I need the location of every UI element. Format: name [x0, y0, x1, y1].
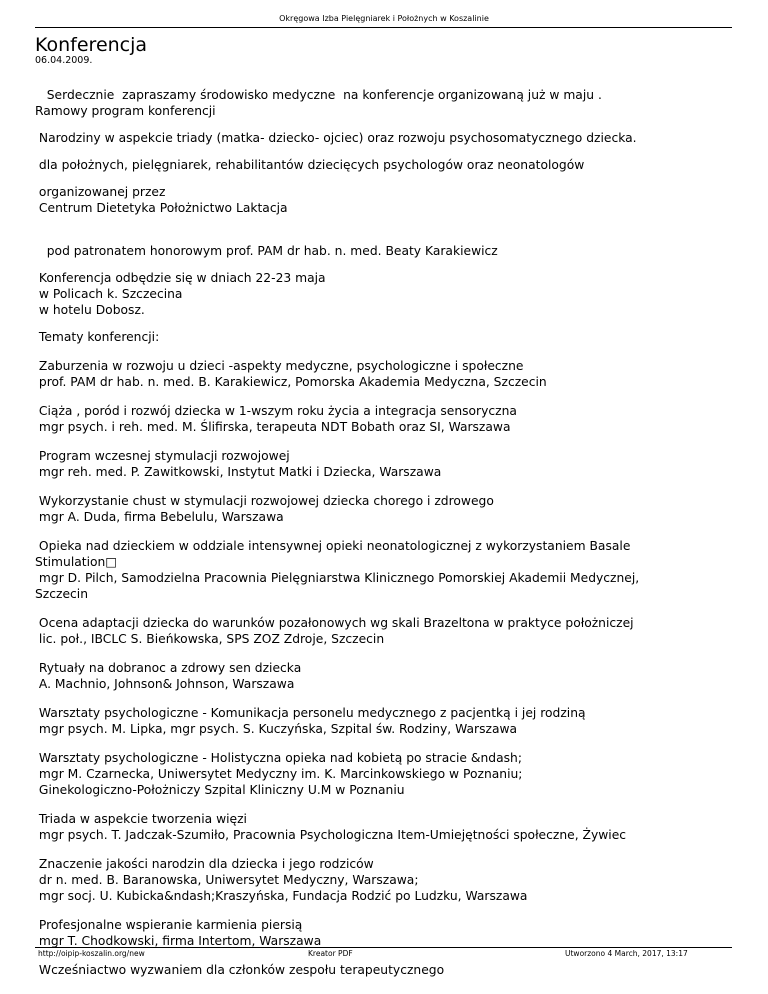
topic-item: Program wczesnej stymulacji rozwojowej mgr reh. med. P. Zawitkowski, Instytut Matki i Dziecka, Warszawa: [38, 449, 442, 479]
organizer-paragraph: organizowanej przez Centrum Dietetyka Położnictwo Laktacja: [38, 185, 288, 215]
topics-heading: Tematy konferencji:: [35, 330, 160, 344]
topic-item: Wykorzystanie chust w stymulacji rozwojowej dziecka chorego i zdrowego mgr A. Duda, firma Bebelulu, Warszawa: [38, 494, 494, 524]
topic-item: Warsztaty psychologiczne - Holistyczna opieka nad kobietą po stracie &ndash; mgr M. Czarnecka, Uniwersytet Medyczny im. K. Marcinkowskiego w Poznaniu; Ginekologiczno-Położniczy Szpital Kliniczny U.M w Poznaniu: [38, 751, 523, 797]
topic-item: Opieka nad dzieckiem w oddziale intensywnej opieki neonatologicznej z wykorzystaniem Basale Stimulation□ mgr D. Pilch, Samodzielna Pracownia Pielęgniarstwa Klinicznego Pomorskiej Akademii Medycznej, Szczecin: [35, 539, 640, 601]
intro-paragraph: Serdecznie zapraszamy środowisko medyczne na konferencje organizowaną już w maju . Ramowy program konferencji: [35, 88, 602, 118]
patronage-paragraph: pod patronatem honorowym prof. PAM dr hab. n. med. Beaty Karakiewicz: [35, 244, 498, 258]
venue-paragraph: Konferencja odbędzie się w dniach 22-23 maja w Policach k. Szczecina w hotelu Dobosz.: [38, 271, 326, 317]
page-header: Okręgowa Izba Pielęgniarek i Położnych w Koszalinie: [279, 14, 489, 23]
footer-generator: Kreator PDF: [308, 949, 353, 958]
conference-theme: Narodziny w aspekcie triady (matka- dziecko- ojciec) oraz rozwoju psychosomatycznego dziecka.: [35, 131, 637, 145]
topic-item: Znaczenie jakości narodzin dla dziecka i jego rodziców dr n. med. B. Baranowska, Uniwersytet Medyczny, Warszawa; mgr socj. U. Kubicka&ndash;Kraszyńska, Fundacja Rodzić po Ludzku, Warszawa: [38, 857, 528, 903]
topic-item: Warsztaty psychologiczne - Komunikacja personelu medycznego z pacjentką i jej rodziną mgr psych. M. Lipka, mgr psych. S. Kuczyńska, Szpital św. Rodziny, Warszawa: [38, 706, 586, 736]
footer-created: Utworzono 4 March, 2017, 13:17: [565, 949, 688, 958]
topic-item: Ocena adaptacji dziecka do warunków pozałonowych wg skali Brazeltona w praktyce położniczej lic. poł., IBCLC S. Bieńkowska, SPS ZOZ Zdroje, Szczecin: [38, 616, 634, 646]
topic-item: Ciąża , poród i rozwój dziecka w 1-wszym roku życia a integracja sensoryczna mgr psych. i reh. med. M. Ślifirska, terapeuta NDT Bobath oraz SI, Warszawa: [38, 404, 517, 434]
topic-item: Triada w aspekcie tworzenia więzi mgr psych. T. Jadczak-Szumiło, Pracownia Psychologiczna Item-Umiejętności społeczne, Żywiec: [38, 812, 627, 842]
topic-item: Wcześniactwo wyzwaniem dla członków zespołu terapeutycznego: [35, 963, 445, 977]
audience-paragraph: dla położnych, pielęgniarek, rehabilitantów dziecięcych psychologów oraz neonatologów: [35, 158, 585, 172]
footer-divider: [35, 947, 732, 948]
article-body: [35, 87, 735, 978]
footer-url: http://oipip-koszalin.org/new: [38, 949, 145, 958]
topic-item: Rytuały na dobranoc a zdrowy sen dziecka A. Machnio, Johnson& Johnson, Warszawa: [38, 661, 302, 691]
header-divider: [35, 27, 732, 28]
article-title: Konferencja: [35, 34, 148, 56]
topic-item: Profesjonalne wspieranie karmienia piersią mgr T. Chodkowski, firma Intertom, Warszawa: [38, 918, 322, 948]
article-date: 06.04.2009.: [35, 55, 93, 66]
topic-item: Zaburzenia w rozwoju u dzieci -aspekty medyczne, psychologiczne i społeczne prof. PAM dr hab. n. med. B. Karakiewicz, Pomorska Akademia Medyczna, Szczecin: [38, 359, 547, 389]
